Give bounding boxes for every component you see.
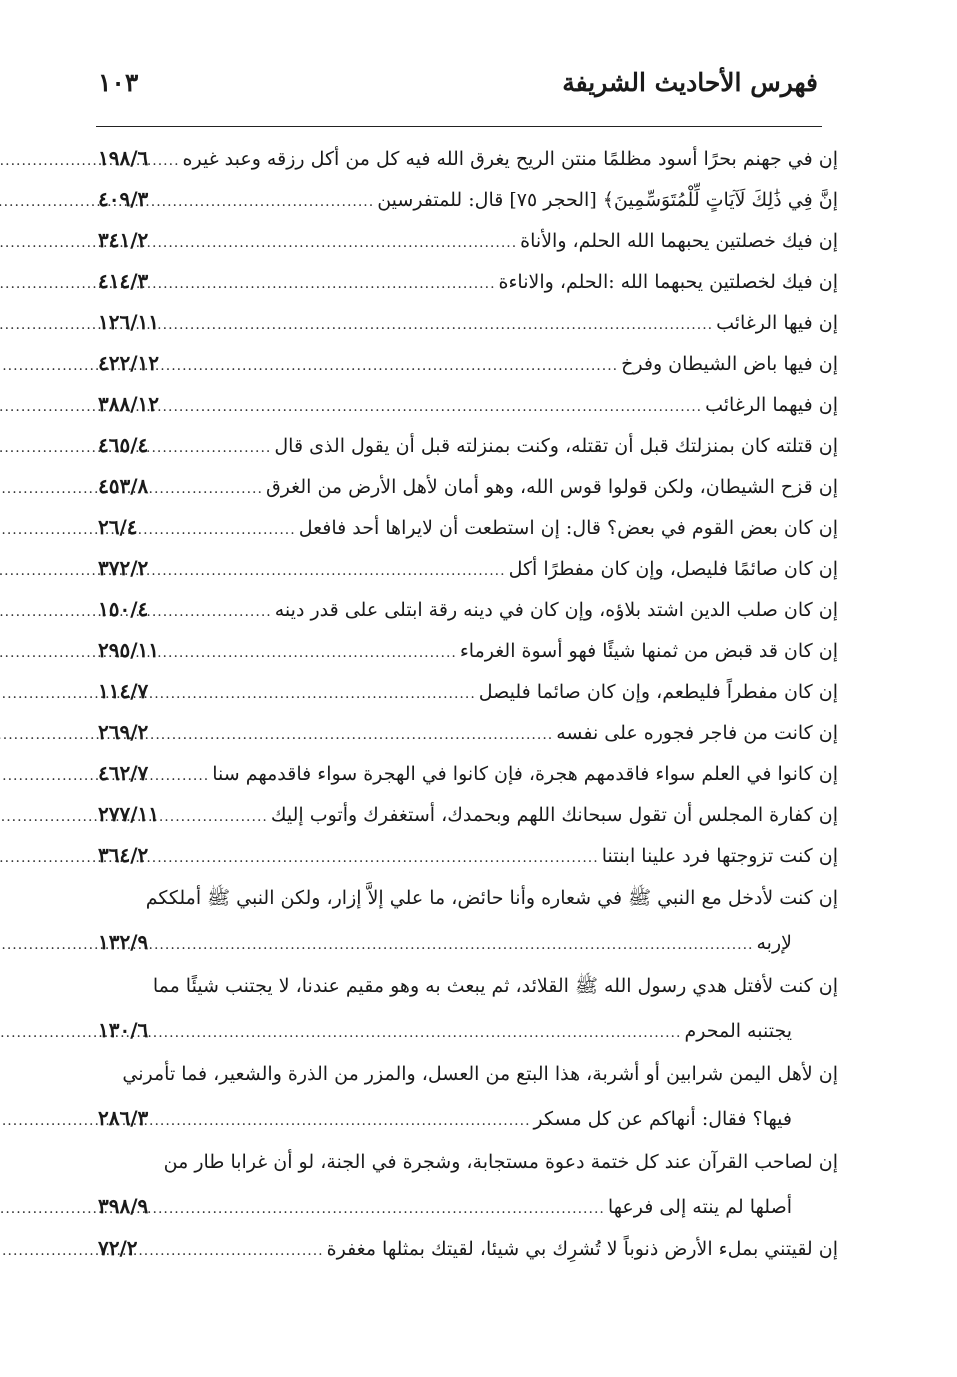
entry-reference: ١١٤/٧ [98,679,149,703]
index-entry [98,343,838,384]
hadith-index-list [98,138,838,1269]
dot-leader [150,715,556,756]
entry-reference: ٣٧٢/٢ [98,556,149,580]
dot-leader [140,510,299,551]
entry-reference: ٢٦٩/٢ [98,720,149,744]
entry-text: إن فيها باض الشيطان وفرخ [621,353,838,375]
entry-reference: ٣٩٨/٩ [98,1194,149,1218]
entry-text: إن فيهما الرغائب [705,394,838,416]
dot-leader [150,592,274,633]
entry-reference: ٤٢٢/١٢ [98,351,160,375]
entry-text: إن في جهنم بحرًا أسود مظلمًا منتن الريح يغرق الله فيه كل من أكل رزقه وعبد غيره [182,148,838,170]
index-entry [98,302,838,343]
entry-text-line1: إن كنت لأفتل هدي رسول الله ﷺ القلائد، ثم يبعث به وهو مقيم عندنا، لا يجتنب شيئًا مما [152,975,838,997]
dot-leader [150,756,212,797]
header-rule [96,126,822,127]
index-entry [98,753,838,794]
index-entry [98,179,838,220]
dot-leader [150,264,498,305]
entry-text: إن كان صلب الدين اشتد بلاؤه، وإن كان في دينه رقة ابتلى على قدر دينه [274,599,838,621]
dot-leader [150,1012,684,1055]
dot-leader [161,346,621,387]
index-entry-multiline [98,876,838,964]
entry-text: إن قتلته كان بمنزلتك قبل أن تقتله، وكنت بمنزلته قبل أن يقول الذى قال [274,435,838,457]
entry-reference: ١٩٨/٦ [98,146,149,170]
running-title: فهرس الأحاديث الشريفة [562,68,818,97]
entry-text: إن فيك خصلتين يحبهما الله الحلم، والأناة [520,230,838,252]
dot-leader [150,674,479,715]
index-entry-multiline [98,964,838,1052]
entry-text-line2: فيها؟ فقال: أنهاكم عن كل مسكر [533,1108,792,1130]
index-entry [98,671,838,712]
index-entry [98,220,838,261]
dot-leader [150,1100,533,1143]
entry-text: إن قزح الشيطان، ولكن قولوا قوس الله، وهو أمان لأهل الأرض من الغرق [265,476,838,498]
entry-reference: ٢٦/٤ [98,515,138,539]
dot-leader [150,428,274,469]
index-entry [98,466,838,507]
entry-text: إن كان قد قبض من ثمنها شيئًا فهو أسوة الغرماء [459,640,838,662]
entry-reference: ١٥٠/٤ [98,597,149,621]
dot-leader [150,469,266,510]
entry-reference: ٣٨٨/١٢ [98,392,160,416]
entry-text: إن كان صائمًا فليصل، وإن كان مفطرًا أكل [508,558,838,580]
entry-text: إن كانت من فاجر فجوره على نفسه [556,722,838,744]
index-entry [98,630,838,671]
dot-leader [150,223,520,264]
entry-text-line1: إن كنت لأدخل مع النبي ﷺ في شعاره وأنا حائض، ما علي إلاَّ إزار، ولكن النبي ﷺ أملككم [145,887,838,909]
entry-text-line2: يجتنبه المحرم [684,1020,792,1042]
entry-reference: ٤٥٣/٨ [98,474,149,498]
entry-reference: ٤٠٩/٣ [98,187,149,211]
entry-text: إن كنت تزوجتها فرد علينا ابنتنا [601,845,838,867]
entry-reference: ٢٨٦/٣ [98,1106,149,1130]
dot-leader [150,551,508,592]
index-entry [98,507,838,548]
entry-reference: ٣٤١/٢ [98,228,149,252]
entry-reference: ٢٧٧/١١ [98,802,160,826]
entry-text: إن فيها الرغائب [716,312,838,334]
dot-leader [150,182,377,223]
index-entry [98,425,838,466]
index-entry [98,589,838,630]
dot-leader [150,141,182,182]
entry-reference: ٤٦٢/٧ [98,761,149,785]
page-header [98,66,818,106]
dot-leader [140,1231,327,1272]
dot-leader [150,1188,608,1231]
dot-leader [161,633,460,674]
index-entry-multiline [98,1052,838,1140]
index-entry [98,712,838,753]
dot-leader [161,387,705,428]
entry-text: إن لقيتني بملء الأرض ذنوباً لا تُشرِك بي شيئا، لقيتك بمثلها مغفرة [326,1238,838,1260]
entry-text: إن كفارة المجلس أن تقول سبحانك اللهم وبحمدك، أستغفرك وأتوب إليك [270,804,838,826]
entry-reference: ٤٦٥/٤ [98,433,149,457]
entry-text-line2: أصلها لم ينته إلى فرعها [607,1196,792,1218]
index-entry [98,384,838,425]
entry-text-line1: إن لصاحب القرآن عند كل ختمة دعوة مستجابة، وشجرة في الجنة، لو أن غرابا طار من [163,1151,838,1173]
page-number: ١٠٣ [98,68,139,97]
entry-reference: ٣٦٤/٢ [98,843,149,867]
entry-reference: ٢٩٥/١١ [98,638,160,662]
entry-text-line2: لإربه [756,932,792,954]
entry-text: إن كان بعض القوم في بعض؟ قال: إن استطعت أن لايراها أحد فافعل [298,517,838,539]
index-entry-multiline [98,1140,838,1228]
entry-reference: ١٢٦/١١ [98,310,160,334]
index-entry [98,138,838,179]
index-entry [98,548,838,589]
entry-reference: ١٣٠/٦ [98,1018,149,1042]
entry-reference: ٤١٤/٣ [98,269,149,293]
entry-text-line1: إن لأهل اليمن شرابين أو أشربة، هذا البتع من العسل، والمزر من الذرة والشعير، فما تأمرني [122,1063,838,1085]
dot-leader [161,305,716,346]
dot-leader [150,838,601,879]
dot-leader [150,924,756,967]
index-entry [98,1228,838,1269]
entry-text: إن كانوا في العلم سواء فاقدمهم هجرة، فإن كانوا في الهجرة سواء فاقدمهم سنا [212,763,838,785]
entry-text: إن فيك لخصلتين يحبهما الله :الحلم، والاناءة [498,271,838,293]
entry-reference: ١٣٢/٩ [98,930,149,954]
dot-leader [161,797,271,838]
entry-text: إن كان مفطراً فليطعم، وإن كان صائما فليصل [478,681,838,703]
entry-reference: ٧٢/٢ [98,1236,138,1260]
entry-text: إنَّ فِي ذَٰلِكَ لَآيَاتٍ لِّلْمُتَوَسِّمِينَ﴾ [الحجر ٧٥] قال: للمتفرسين [377,189,838,211]
index-entry [98,794,838,835]
index-entry [98,261,838,302]
index-entry [98,835,838,876]
